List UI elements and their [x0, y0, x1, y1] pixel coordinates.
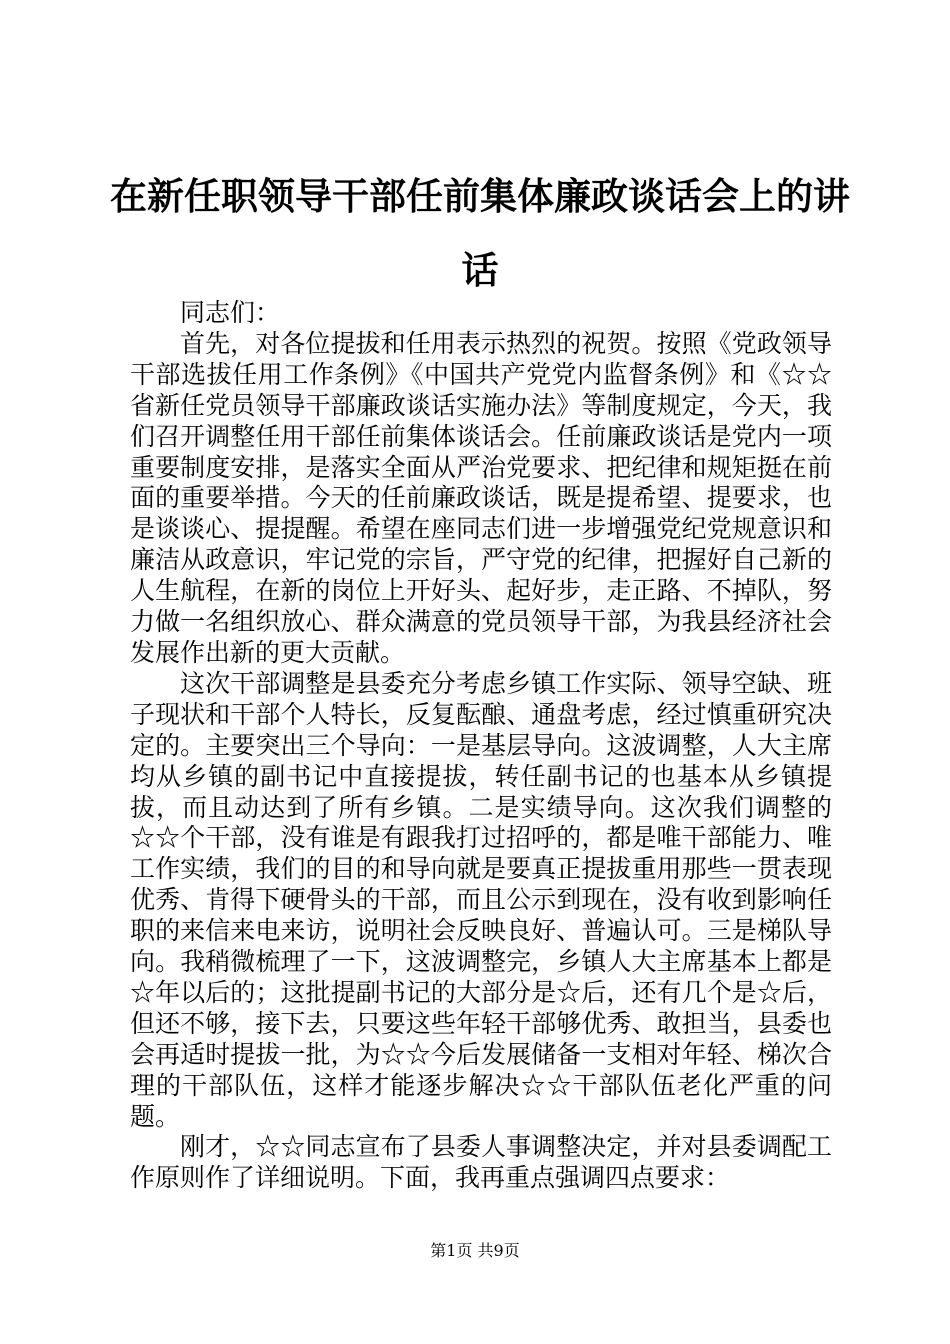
- paragraph-2: 这次干部调整是县委充分考虑乡镇工作实际、领导空缺、班子现状和干部个人特长，反复酝酿、通盘考虑，经过慎重研究决定的。主要突出三个导向：一是基层导向。这波调整，人大主席均从乡镇的副书记中直接提拔，转任副书记的也基本从乡镇提拔，而且动达到了所有乡镇。二是实绩导向。这次我们调整的☆☆个干部，没有谁是有跟我打过招呼的，都是唯干部能力、唯工作实绩，我们的目的和导向就是要真正提拔重用那些一贯表现优秀、肯得下硬骨头的干部，而且公示到现在，没有收到影响任职的来信来电来访，说明社会反映良好、普遍认可。三是梯队导向。我稍微梳理了一下，这波调整完，乡镇人大主席基本上都是☆年以后的；这批提副书记的大部分是☆后，还有几个是☆后，但还不够，接下去，只要这些年轻干部够优秀、敢担当，县委也会再适时提拔一批，为☆☆今后发展储备一支相对年轻、梯次合理的干部队伍，这样才能逐步解决☆☆干部队伍老化严重的问题。: [130, 668, 832, 1131]
- document-body: [130, 298, 832, 1194]
- salutation: 同志们：: [180, 298, 281, 327]
- page-footer: 第1页 共9页: [430, 1241, 520, 1260]
- paragraph-1: 首先，对各位提拔和任用表示热烈的祝贺。按照《党政领导干部选拔任用工作条例》《中国共产党党内监督条例》和《☆☆省新任党员领导干部廉政谈话实施办法》等制度规定，今天，我们召开调整任用干部任前集体谈话会。任前廉政谈话是党内一项重要制度安排，是落实全面从严治党要求、把纪律和规矩挺在前面的重要举措。今天的任前廉政谈话，既是提希望、提要求，也是谈谈心、提提醒。希望在座同志们进一步增强党纪党规意识和廉洁从政意识，牢记党的宗旨，严守党的纪律，把握好自己新的人生航程，在新的岗位上开好头、起好步，走正路、不掉队，努力做一名组织放心、群众满意的党员领导干部，为我县经济社会发展作出新的更大贡献。: [130, 328, 832, 667]
- paragraph-3: 刚才，☆☆同志宣布了县委人事调整决定，并对县委调配工作原则作了详细说明。下面，我再重点强调四点要求：: [130, 1132, 832, 1193]
- document-title: 在新任职领导干部任前集体廉政谈话会上的讲话: [110, 175, 850, 292]
